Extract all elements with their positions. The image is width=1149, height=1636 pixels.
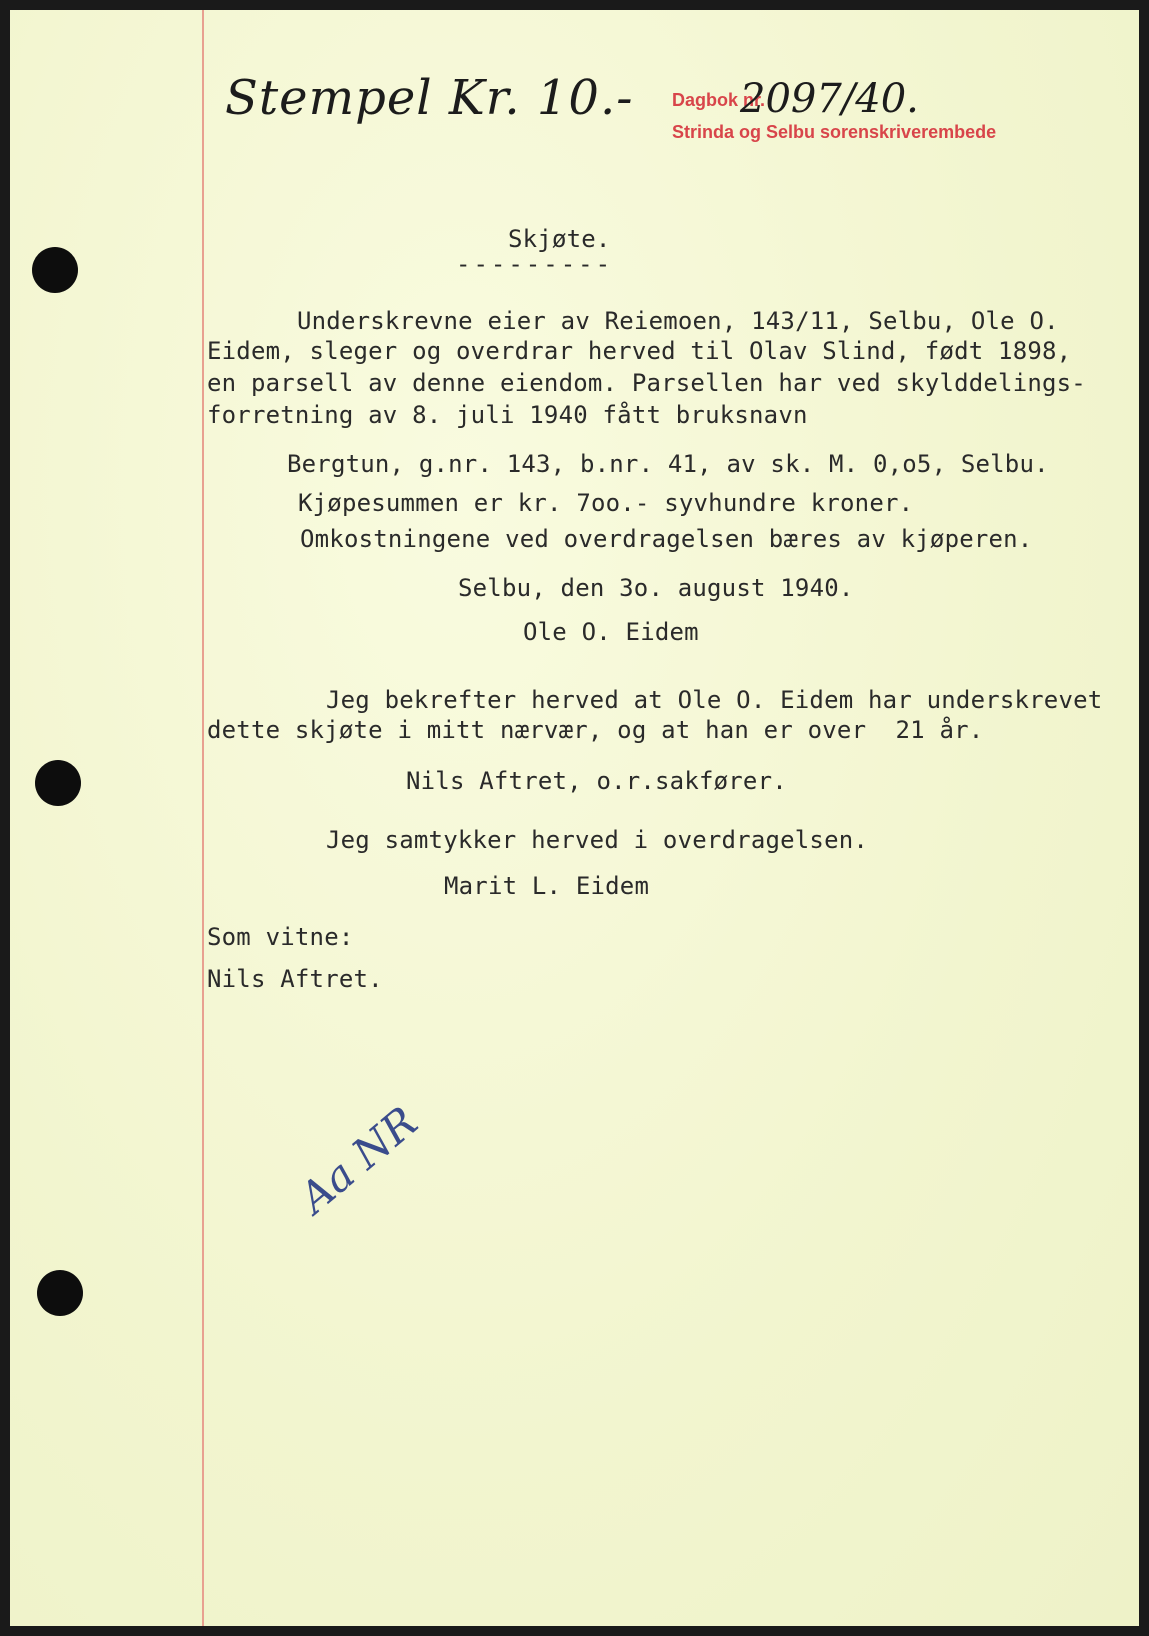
property-line: Bergtun, g.nr. 143, b.nr. 41, av sk. M. 0,o5, Selbu. (287, 450, 1049, 478)
signer-name: Ole O. Eidem (523, 618, 699, 646)
dagbok-number: 2097/40. (740, 76, 919, 122)
confirm-line: dette skjøte i mitt nærvær, og at han er over 21 år. (207, 716, 984, 744)
witness-name: Nils Aftret. (207, 965, 383, 993)
witness-label: Som vitne: (207, 923, 354, 951)
handwritten-stamp-fee: Stempel Kr. 10.- (225, 70, 634, 126)
punch-hole (35, 760, 81, 806)
confirm-line: Jeg bekrefter herved at Ole O. Eidem har underskrevet (326, 686, 1103, 714)
punch-hole (32, 247, 78, 293)
document-page (10, 10, 1139, 1626)
costs-line: Omkostningene ved overdragelsen bæres av kjøperen. (300, 525, 1033, 553)
place-date: Selbu, den 3o. august 1940. (458, 574, 854, 602)
punch-hole (37, 1270, 83, 1316)
paragraph-line: Eidem, sleger og overdrar herved til Olav Slind, født 1898, (207, 337, 1072, 365)
paragraph-line: Underskrevne eier av Reiemoen, 143/11, Selbu, Ole O. (297, 307, 1059, 335)
office-stamp: Strinda og Selbu sorenskriverembede (672, 122, 997, 142)
paragraph-line: forretning av 8. juli 1940 fått bruksnavn (207, 401, 808, 429)
dagbok-label: Dagbok nr. (672, 90, 766, 110)
handwritten-initials: Aa NR (290, 1096, 427, 1223)
consent-line: Jeg samtykker herved i overdragelsen. (326, 826, 869, 854)
consenter-name: Marit L. Eidem (444, 872, 650, 900)
confirmer-name: Nils Aftret, o.r.sakfører. (406, 767, 787, 795)
title-rule: --------- (456, 250, 614, 278)
price-line: Kjøpesummen er kr. 7oo.- syvhundre kroner. (298, 489, 914, 517)
margin-line (202, 10, 204, 1626)
document-title: Skjøte. (508, 225, 611, 253)
paragraph-line: en parsell av denne eiendom. Parsellen har ved skylddelings- (207, 369, 1086, 397)
